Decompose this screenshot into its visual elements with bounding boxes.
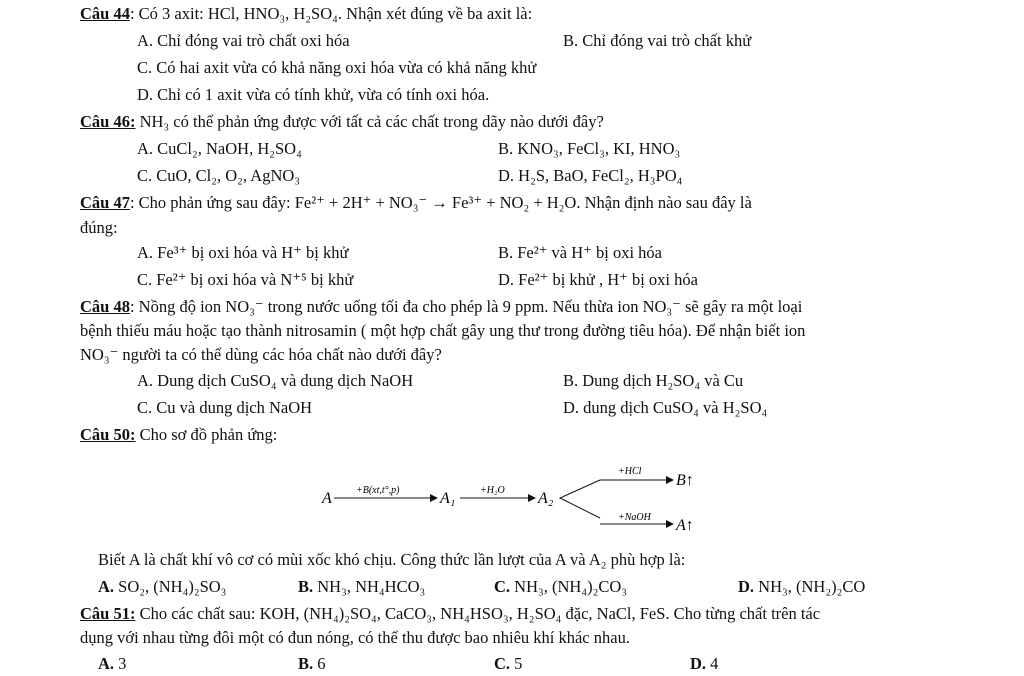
- question-51-option-a-key: A.: [98, 654, 115, 673]
- question-44-text: : Có 3 axit: HCl, HNO₃, H₂SO₄. Nhận xét đúng về ba axit là:: [129, 4, 533, 23]
- question-50-option-d: [738, 577, 865, 597]
- question-50-option-c-key: C.: [494, 577, 511, 596]
- scheme-condition-4: +NaOH: [618, 512, 651, 523]
- question-51-label: Câu 51:: [80, 604, 136, 623]
- question-44-option-d: D. Chỉ có 1 axit vừa có tính khử, vừa có tính oxi hóa.: [137, 85, 490, 104]
- question-50-option-c-text: NH₃, (NH₄)₂CO₃: [510, 577, 628, 596]
- scheme-condition-2: +H₂O: [480, 485, 505, 496]
- question-46-label: Câu 46:: [80, 112, 136, 131]
- scheme-node-a2: A₂: [538, 490, 554, 507]
- question-46-option-c: C. CuO, Cl₂, O₂, AgNO₃: [137, 166, 301, 185]
- question-50-option-d-key: D.: [738, 577, 755, 596]
- scheme-node-a1: A₁: [440, 490, 456, 507]
- question-47-stem-cont: đúng:: [80, 218, 118, 237]
- question-47-option-b: B. Fe²⁺ và H⁺ bị oxi hóa: [498, 243, 662, 262]
- question-51-option-d-key: D.: [690, 654, 707, 673]
- question-46-option-b: B. KNO₃, FeCl₃, KI, HNO₃: [498, 139, 681, 158]
- question-51-option-a: [98, 654, 126, 674]
- scheme-condition-1: +B(xt,t°,p): [356, 485, 400, 496]
- question-50-option-b-text: NH₃, NH₄HCO₃: [313, 577, 426, 596]
- question-50-option-a: [98, 577, 226, 597]
- question-48-option-b: B. Dung dịch H₂SO₄ và Cu: [563, 371, 744, 390]
- scheme-product-b: B↑: [676, 472, 694, 489]
- question-51-option-b-text: 6: [313, 654, 326, 673]
- question-48-option-d: D. dung dịch CuSO₄ và H₂SO₄: [563, 398, 768, 417]
- question-51-option-c-text: 5: [510, 654, 523, 673]
- question-50-option-a-key: A.: [98, 577, 115, 596]
- scheme-node-a: A: [322, 490, 332, 507]
- question-48-text: : Nồng độ ion NO₃⁻ trong nước uống tối đa cho phép là 9 ppm. Nếu thừa ion NO₃⁻ sẽ gây ra một loại: [129, 297, 803, 316]
- question-51-option-d-text: 4: [706, 654, 719, 673]
- question-51-option-b: [298, 654, 326, 674]
- scheme-product-a: A↑: [676, 517, 694, 534]
- question-50-option-a-text: SO₂, (NH₄)₂SO₃: [114, 577, 227, 596]
- scheme-arrow-4-head: [666, 520, 674, 528]
- scheme-condition-3: +HCl: [618, 466, 642, 477]
- question-48-label: Câu 48: [80, 297, 130, 316]
- reaction-scheme-diagram: [300, 460, 720, 540]
- question-48-stem-cont-2: NO₃⁻ người ta có thể dùng các hóa chất nào dưới đây?: [80, 345, 442, 364]
- question-50-text: Cho sơ đồ phản ứng:: [135, 425, 278, 444]
- question-50-option-b: [298, 577, 425, 597]
- question-51-option-a-text: 3: [114, 654, 127, 673]
- question-47-option-a: A. Fe³⁺ bị oxi hóa và H⁺ bị khử: [137, 243, 349, 262]
- question-48-option-a: A. Dung dịch CuSO₄ và dung dịch NaOH: [137, 371, 414, 390]
- question-50-option-c: [494, 577, 627, 597]
- question-46-stem: [80, 112, 604, 132]
- question-44-option-c: C. Có hai axit vừa có khả năng oxi hóa vừa có khả năng khử: [137, 58, 537, 77]
- question-46-option-a: A. CuCl₂, NaOH, H₂SO₄: [137, 139, 302, 158]
- scheme-branch: [560, 480, 600, 518]
- question-51-option-b-key: B.: [298, 654, 314, 673]
- question-50-stem-cont: Biết A là chất khí vô cơ có mùi xốc khó chịu. Công thức lần lượt của A và A₂ phù hợp là:: [98, 550, 686, 569]
- question-48-stem-cont: bệnh thiếu máu hoặc tạo thành nitrosamin ( một hợp chất gây ung thư trong đường tiêu hóa). Để nhận biết ion: [80, 321, 806, 340]
- question-47-option-d: D. Fe²⁺ bị khử , H⁺ bị oxi hóa: [498, 270, 698, 289]
- question-47-text: : Cho phản ứng sau đây: Fe²⁺ + 2H⁺ + NO₃⁻ → Fe³⁺ + NO₂ + H₂O. Nhận định nào sau đây là: [129, 193, 752, 212]
- question-48-stem: [80, 297, 802, 317]
- scheme-arrow-2-head: [528, 494, 536, 502]
- question-46-option-d: D. H₂S, BaO, FeCl₂, H₃PO₄: [498, 166, 683, 185]
- question-50-option-d-text: NH₃, (NH₂)₂CO: [754, 577, 866, 596]
- question-47-option-c: C. Fe²⁺ bị oxi hóa và N⁺⁵ bị khử: [137, 270, 354, 289]
- question-51-option-c-key: C.: [494, 654, 511, 673]
- question-51-stem-cont: dụng với nhau từng đôi một có đun nóng, có thể thu được bao nhiêu khí khác nhau.: [80, 628, 630, 647]
- question-51-text: Cho các chất sau: KOH, (NH₄)₂SO₄, CaCO₃, NH₄HSO₃, H₂SO₄ đặc, NaCl, FeS. Cho từng chất trên tác: [135, 604, 821, 623]
- question-44-option-a: A. Chỉ đóng vai trò chất oxi hóa: [137, 31, 350, 50]
- question-48-option-c: C. Cu và dung dịch NaOH: [137, 398, 313, 417]
- question-47-stem: [80, 193, 752, 213]
- question-51-option-d: [690, 654, 718, 674]
- question-44-option-b: B. Chỉ đóng vai trò chất khử: [563, 31, 752, 50]
- question-47-label: Câu 47: [80, 193, 130, 212]
- scheme-arrow-3-head: [666, 476, 674, 484]
- question-50-option-b-key: B.: [298, 577, 314, 596]
- question-51-stem: [80, 604, 820, 624]
- question-46-text: NH₃ có thể phản ứng được với tất cả các chất trong dãy nào dưới đây?: [135, 112, 604, 131]
- question-50-label: Câu 50:: [80, 425, 136, 444]
- scheme-arrow-1-head: [430, 494, 438, 502]
- question-51-option-c: [494, 654, 522, 674]
- question-44-stem: [80, 4, 532, 24]
- question-44-label: Câu 44: [80, 4, 130, 23]
- question-50-stem: [80, 425, 277, 445]
